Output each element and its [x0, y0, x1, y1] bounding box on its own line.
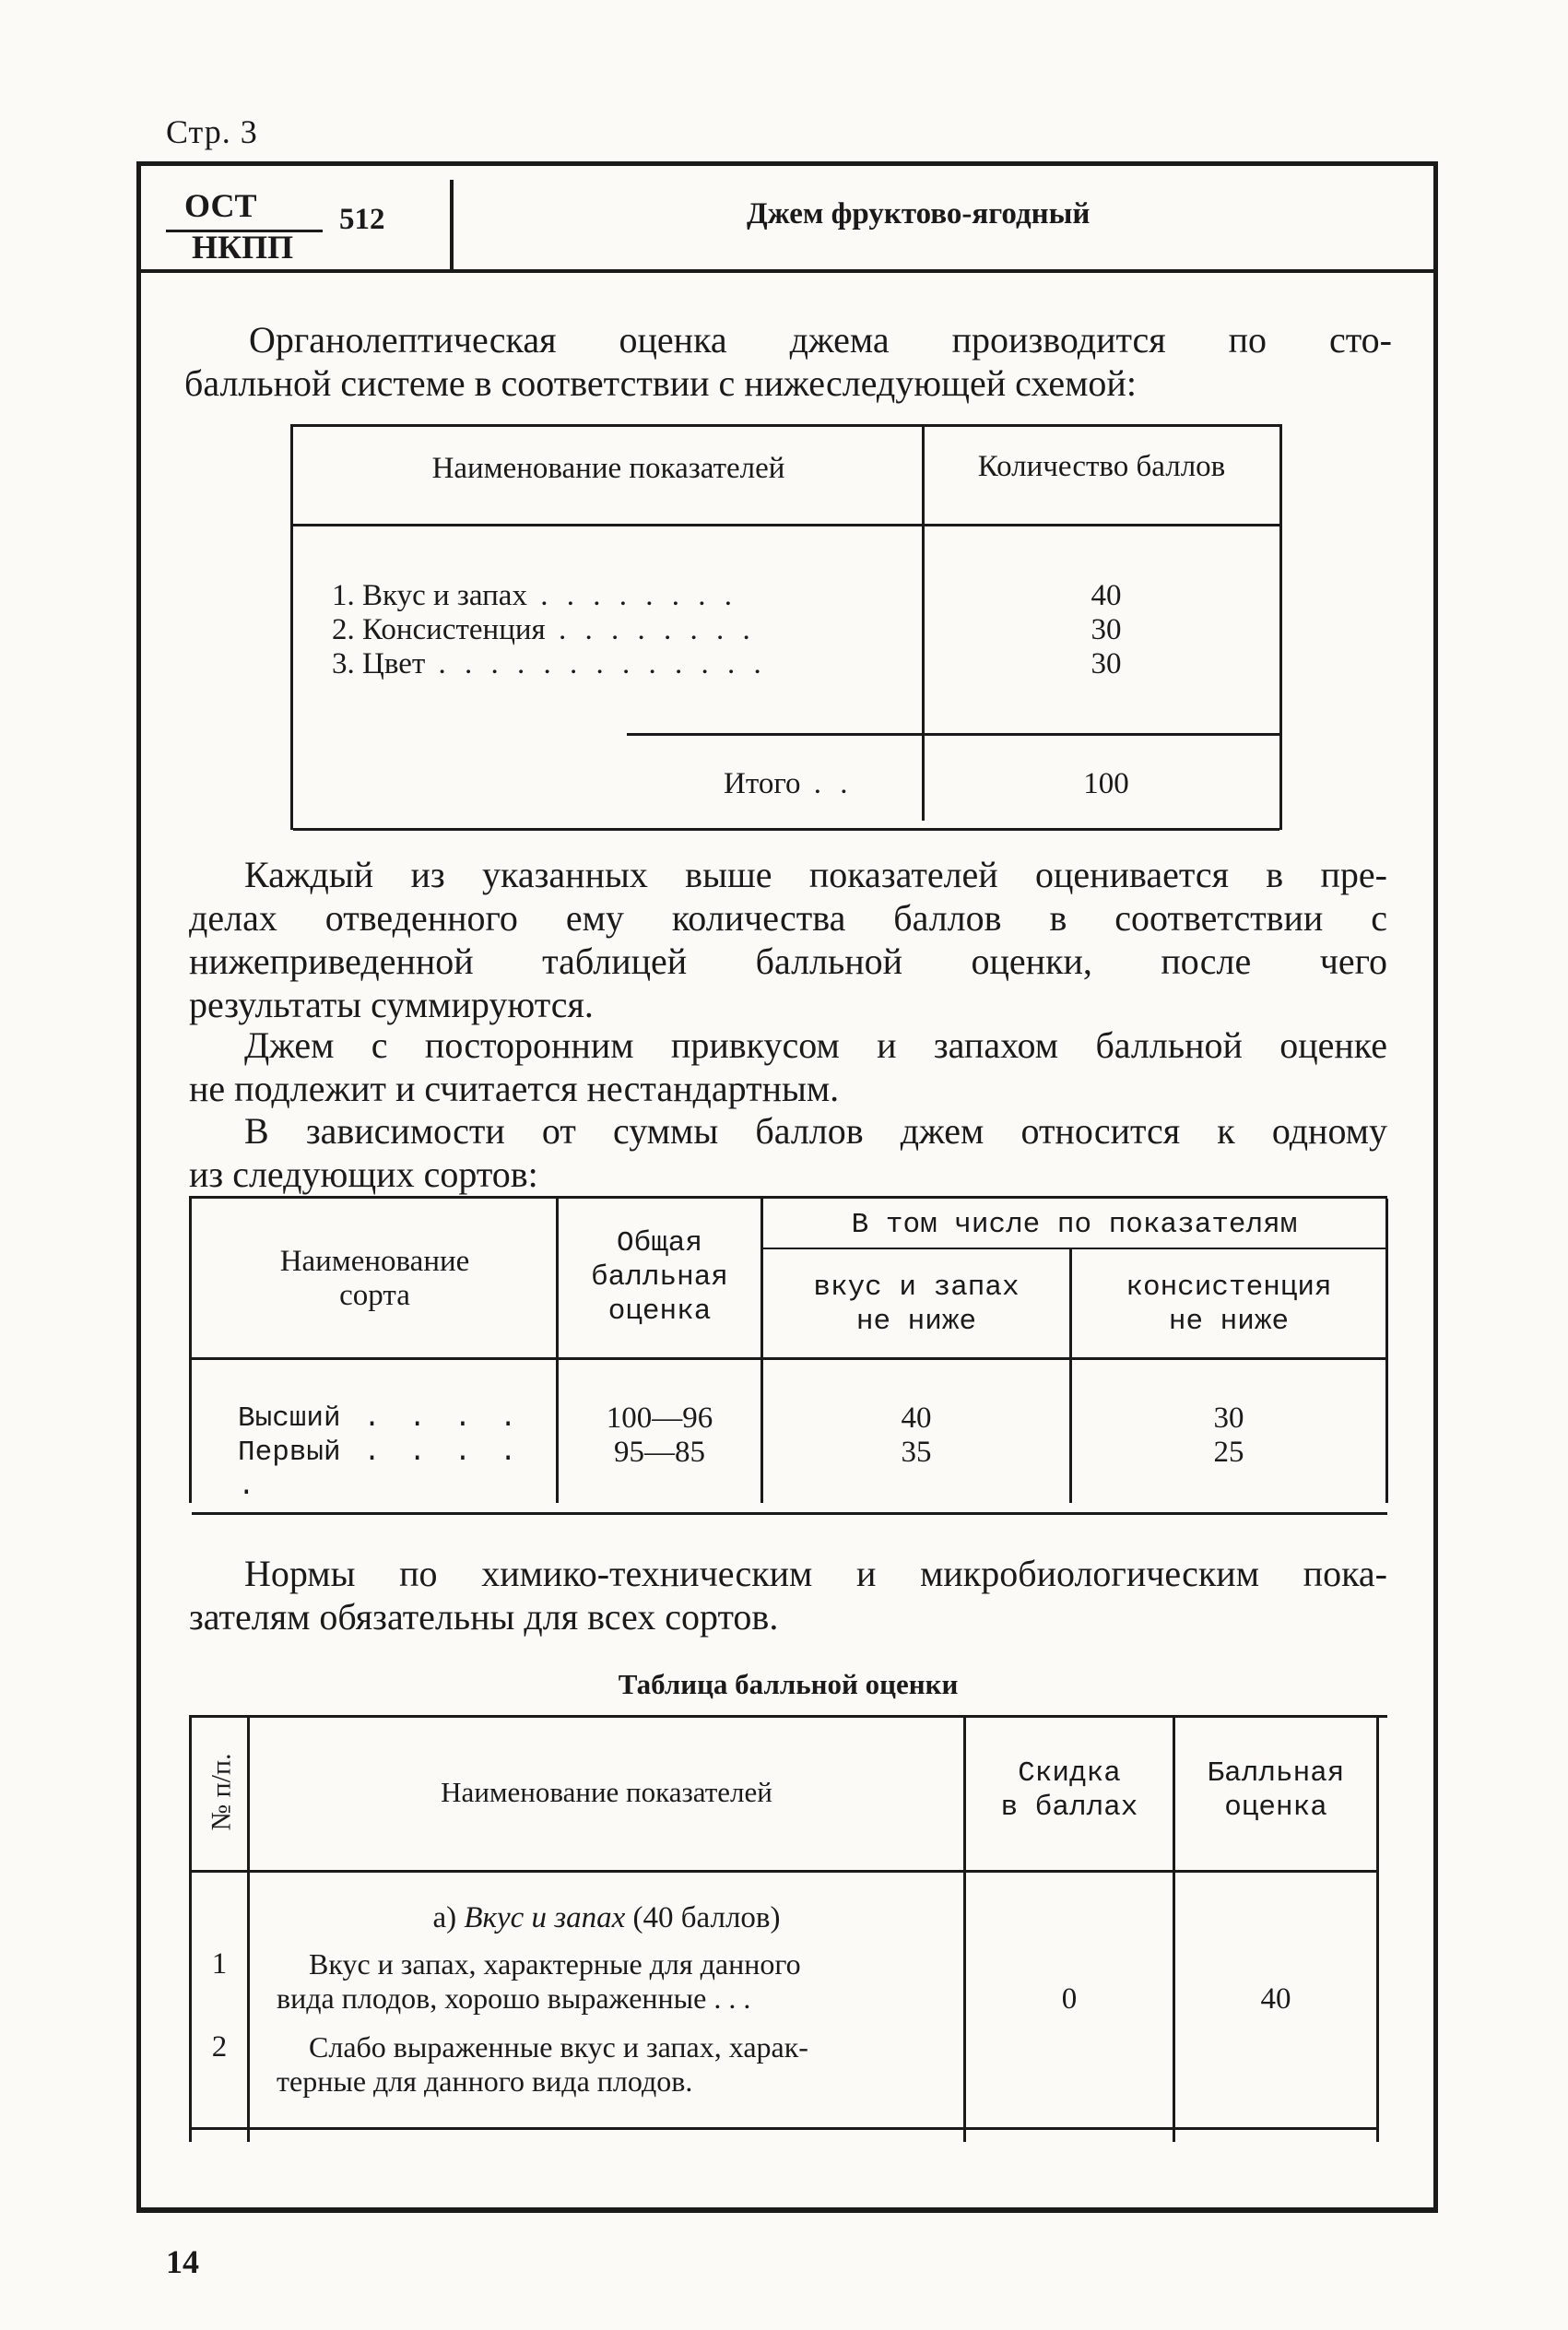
frame-left-border [136, 161, 141, 2213]
grade-row-highest-label: Высший [238, 1402, 341, 1435]
grade-table-top-rule [189, 1196, 1387, 1199]
intro-line-1: Органолептическая оценка джема производится по сто- [249, 319, 1392, 361]
score-header-name: Наименование показателей [431, 452, 785, 485]
score-points-taste: 40 [1091, 579, 1122, 612]
grade-header-name-line-1: Наименование [279, 1245, 470, 1278]
rating-table-bottom-rule [192, 2127, 1378, 2130]
norms-line-1: Нормы по химико-техническим и микробиологическим пока- [244, 1553, 1387, 1594]
rating-row-2-num: 2 [211, 2030, 228, 2064]
rating-row-1-line-2: вида плодов, хорошо выраженные . . . [277, 1981, 751, 2015]
grade-row-first: Первый . . . . . [238, 1437, 523, 1503]
grade-header-total-line-2: балльная [591, 1261, 728, 1294]
rating-header-discount-line-2: в баллах [1000, 1792, 1138, 1824]
criteria-line-1: Каждый из указанных выше показателей оценивается в пре- [244, 854, 1387, 895]
intro-paragraph [184, 318, 1392, 405]
grade-taste-highest: 40 [901, 1402, 932, 1435]
paragraph-norms [189, 1552, 1387, 1638]
score-row-color: 3. Цвет . . . . . . . . . . . . . [332, 647, 767, 680]
rating-row-2-line-2: терные для данного вида плодов. [277, 2064, 693, 2098]
grade-total-first: 95—85 [614, 1436, 705, 1469]
score-table-header-rule [293, 524, 1279, 526]
score-row-color-label: 3. Цвет [332, 647, 426, 680]
paragraph-grades [189, 1109, 1387, 1196]
standard-top: ОСТ [184, 187, 257, 224]
score-table-bottom-rule [293, 828, 1279, 831]
grade-header-taste [763, 1271, 1069, 1339]
standard-number: 512 [339, 203, 385, 236]
rating-section-prefix: а) [432, 1901, 457, 1934]
rating-row-2-text [277, 2030, 949, 2099]
grade-row-highest: Высший . . . . [238, 1402, 523, 1435]
criteria-line-2: делах отведенного ему количества баллов в соответствии с [189, 897, 1387, 939]
score-total-points: 100 [1083, 767, 1129, 800]
score-header-points: Количество баллов [977, 450, 1226, 483]
score-row-taste-label: 1. Вкус и запах [332, 579, 527, 612]
score-table-left-rule [290, 424, 293, 830]
intro-line-2: балльной системе в соответствии с нижеследующей схемой: [184, 362, 1137, 404]
rating-row-1-text [277, 1947, 949, 2016]
criteria-line-4: результаты суммируются. [189, 984, 594, 1025]
rating-header-score-line-2: оценка [1224, 1792, 1327, 1824]
rating-header-num: № п/п. [206, 1753, 237, 1831]
paragraph-foreign-taste [189, 1023, 1387, 1110]
score-row-consistency-label: 2. Консистенция [332, 613, 546, 646]
rating-table-right-rule [1376, 1718, 1379, 2142]
rating-section-suffix: (40 баллов) [632, 1901, 781, 1934]
grade-header-total-line-3: оценка [607, 1295, 712, 1328]
grades-line-2: из следующих сортов: [189, 1153, 538, 1195]
grade-header-consistency [1072, 1271, 1385, 1339]
rating-header-score-line-1: Балльная [1207, 1757, 1345, 1790]
footer-rule [136, 2207, 1438, 2213]
grade-header-consistency-line-2: не ниже [1168, 1306, 1290, 1338]
rating-row-2-line-1: Слабо выраженные вкус и запах, харак- [309, 2030, 808, 2064]
criteria-line-3: нижеприведенной таблицей балльной оценки, после чего [189, 940, 1387, 982]
score-table-total-rule [627, 733, 1279, 736]
grade-header-group: В том числе по показателям [851, 1209, 1298, 1241]
rating-table-top-rule [189, 1715, 1387, 1718]
frame-right-border [1433, 161, 1438, 2213]
grade-header-name-line-2: сорта [339, 1279, 410, 1312]
grade-total-highest: 100—96 [606, 1402, 713, 1435]
grade-header-taste-line-1: вкус и запах [813, 1271, 1020, 1304]
rating-row-1-line-1: Вкус и запах, характерные для данного [309, 1947, 801, 1981]
rating-table-header-rule [192, 1870, 1378, 1873]
grade-table-right-rule [1385, 1199, 1388, 1503]
standard-bottom: НКПП [192, 229, 294, 266]
header-top-rule [136, 161, 1438, 166]
grade-consistency-first: 25 [1213, 1436, 1244, 1469]
norms-line-2: зателям обязательны для всех сортов. [189, 1596, 779, 1638]
rating-header-score [1175, 1756, 1376, 1825]
rating-row-1-discount: 0 [1061, 1982, 1078, 2016]
rating-table-caption: Таблица балльной оценки [618, 1668, 959, 1700]
score-points-consistency: 30 [1091, 613, 1122, 646]
rating-section-italic: Вкус и запах [464, 1901, 626, 1934]
header-divider [450, 180, 454, 272]
score-table-top-rule [290, 424, 1281, 427]
rating-row-1-score: 40 [1260, 1982, 1291, 2016]
page-label: Стр. 3 [166, 113, 258, 150]
score-points-color: 30 [1091, 647, 1122, 680]
grade-row-first-label: Первый [238, 1437, 341, 1469]
grade-consistency-highest: 30 [1213, 1402, 1244, 1435]
foreign-taste-line-2: не подлежит и считается нестандартным. [189, 1068, 840, 1109]
grade-table-header-rule [192, 1357, 1385, 1360]
rating-header-discount-line-1: Скидка [1018, 1757, 1121, 1790]
score-total-label: Итого [724, 767, 801, 800]
grade-table-group-rule [763, 1248, 1387, 1249]
rating-section-title [250, 1901, 963, 1935]
score-row-consistency: 2. Консистенция . . . . . . . . [332, 613, 756, 646]
score-row-taste: 1. Вкус и запах . . . . . . . . [332, 579, 737, 612]
score-total: Итого . . [724, 767, 854, 800]
grade-table-left-rule [189, 1199, 192, 1503]
grade-header-consistency-line-1: консистенция [1126, 1271, 1332, 1304]
header-bottom-rule [136, 269, 1438, 273]
grade-table-bottom-rule [192, 1512, 1387, 1515]
grade-header-taste-line-2: не ниже [855, 1306, 977, 1338]
grade-taste-first: 35 [901, 1436, 932, 1469]
grade-header-total-line-1: Общая [616, 1227, 702, 1260]
paragraph-criteria [189, 853, 1387, 1026]
score-table-mid-rule [922, 424, 925, 821]
page-number: 14 [166, 2243, 199, 2280]
rating-header-name: Наименование показателей [441, 1776, 772, 1808]
foreign-taste-line-1: Джем с посторонним привкусом и запахом балльной оценке [244, 1024, 1387, 1066]
rating-header-discount [966, 1756, 1173, 1825]
rating-row-1-num: 1 [211, 1947, 228, 1981]
grades-line-1: В зависимости от суммы баллов джем относится к одному [244, 1110, 1387, 1152]
grade-header-total [559, 1226, 760, 1329]
document-title: Джем фруктово-ягодный [747, 197, 1091, 231]
rating-table-left-rule [189, 1718, 192, 2142]
grade-header-name [194, 1245, 556, 1313]
standard-designation [147, 186, 433, 274]
